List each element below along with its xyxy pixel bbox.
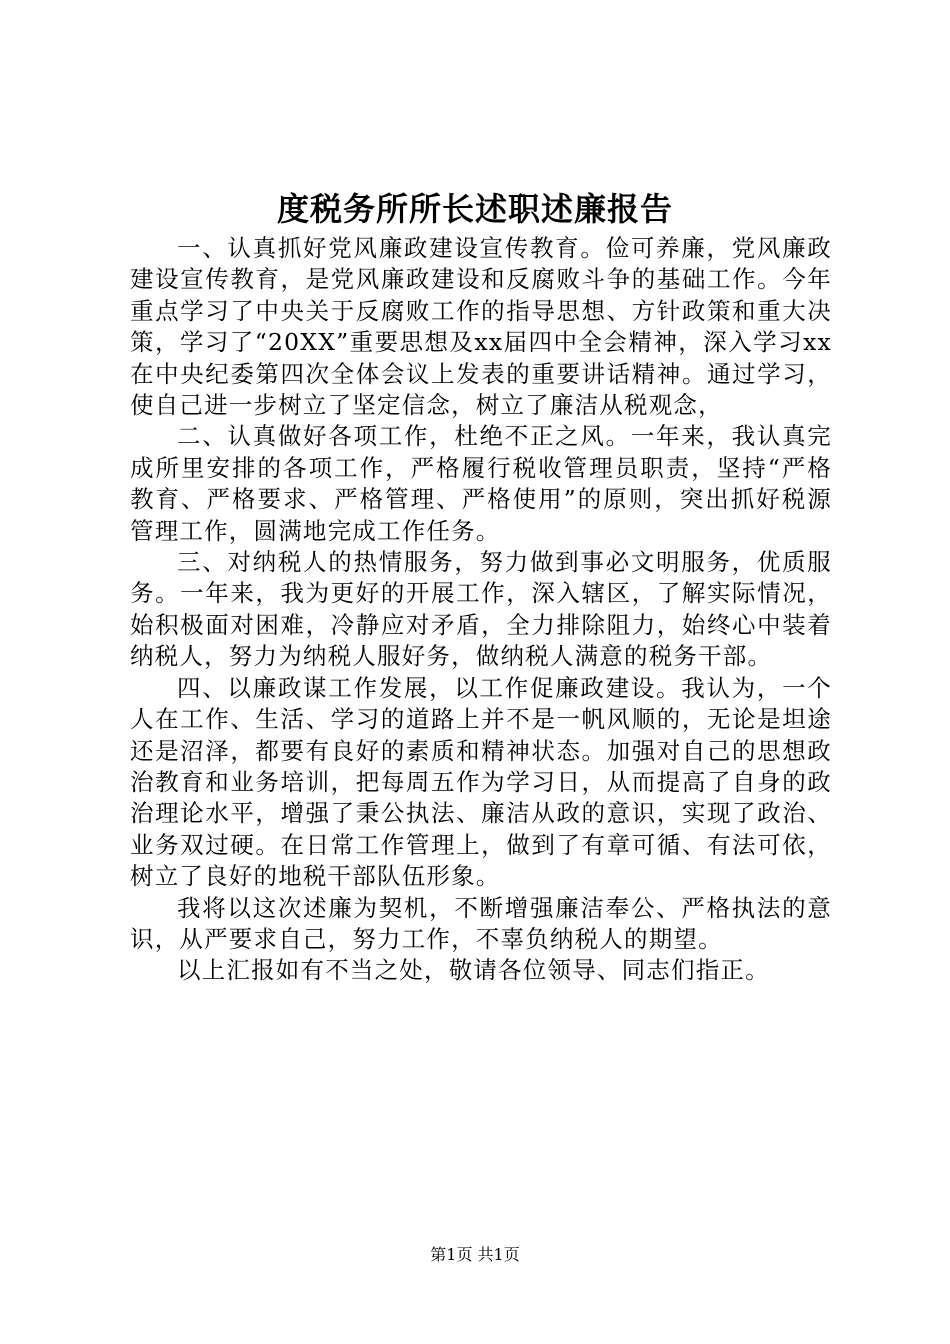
page-footer: 第1页 共1页 [430,1245,520,1264]
paragraph-4: 四、以廉政谋工作发展，以工作促廉政建设。我认为，一个人在工作、生活、学习的道路上并不是一帆风顺的，无论是坦途还是沼泽，都要有良好的素质和精神状态。加强对自己的思想政治教育和业务培训，把每周五作为学习日，从而提高了自身的政治理论水平，增强了秉公执法、廉洁从政的意识，实现了政治、业务双过硬。在日常工作管理上，做到了有章可循、有法可依，树立了良好的地税干部队伍形象。 [130,673,832,891]
paragraph-5: 我将以这次述廉为契机，不断增强廉洁奉公、严格执法的意识，从严要求自己，努力工作，不辜负纳税人的期望。 [130,893,832,953]
document-title: 度税务所所长述职述廉报告 [276,190,673,228]
paragraph-1: 一、认真抓好党风廉政建设宣传教育。俭可养廉，党风廉政建设宣传教育，是党风廉政建设和反腐败斗争的基础工作。今年重点学习了中央关于反腐败工作的指导思想、方针政策和重大决策，学习了“20XX”重要思想及xx届四中全会精神，深入学习xx在中央纪委第四次全体会议上发表的重要讲话精神。通过学习，使自己进一步树立了坚定信念，树立了廉洁从税观念， [130,234,832,420]
document-body [130,233,832,987]
paragraph-6: 以上汇报如有不当之处，敬请各位领导、同志们指正。 [177,956,770,985]
paragraph-3: 三、对纳税人的热情服务，努力做到事必文明服务，优质服务。一年来，我为更好的开展工作，深入辖区，了解实际情况，始积极面对困难，冷静应对矛盾，全力排除阻力，始终心中装着纳税人，努力为纳税人服好务，做纳税人满意的税务干部。 [130,548,832,671]
paragraph-2: 二、认真做好各项工作，杜绝不正之风。一年来，我认真完成所里安排的各项工作，严格履行税收管理员职责，坚持“严格教育、严格要求、严格管理、严格使用”的原则，突出抓好税源管理工作，圆满地完成工作任务。 [130,422,832,545]
